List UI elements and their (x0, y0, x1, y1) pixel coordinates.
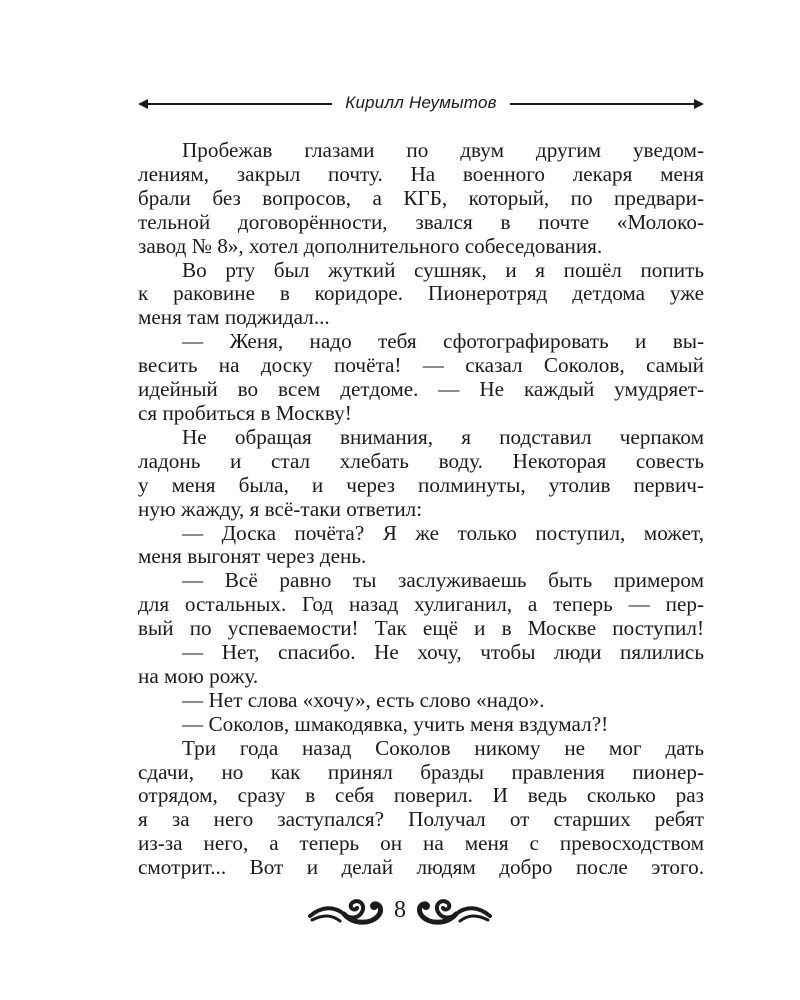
text-line: я за него заступался? Получал от старших ребят (138, 808, 704, 832)
text-line: Три года назад Соколов никому не мог дать (182, 736, 704, 760)
text-line: идейный во всем детдоме. — Не каждый умудряет- (138, 378, 704, 402)
text-line: смотрит... Вот и делай людям добро после этого. (138, 856, 704, 880)
text-line: лениям, закрыл почту. На военного лекаря меня (138, 162, 704, 186)
text-line: — Доска почёта? Я же только поступил, может, (182, 521, 704, 545)
text-line: — Нет, спасибо. Не хочу, чтобы люди пялились (182, 641, 704, 665)
text-line: Во рту был жуткий сушняк, и я пошёл попить (182, 258, 704, 282)
arrow-right-icon (694, 99, 704, 109)
header-rule-right (510, 103, 696, 105)
text-line: ладонь и стал хлебать воду. Некоторая совесть (138, 449, 704, 473)
text-line: — Нет слова «хочу», есть слово «надо». (182, 688, 545, 712)
text-line: завод № 8», хотел дополнительного собеседования. (138, 234, 603, 258)
text-line: Не обращая внимания, я подставил черпаком (182, 425, 704, 449)
text-line: сдачи, но как принял бразды правления пионер- (138, 760, 704, 784)
text-line: на мою рожу. (138, 664, 259, 688)
text-line: меня там поджидал... (138, 306, 330, 330)
text-line: — Соколов, шмакодявка, учить меня вздумал?! (182, 712, 609, 736)
text-line: меня выгонят через день. (138, 545, 367, 569)
text-line: к раковине в коридоре. Пионеротряд детдома уже (138, 282, 704, 306)
running-header (138, 90, 704, 118)
body-text (138, 139, 704, 880)
text-line: — Всё равно ты заслуживаешь быть примером (182, 569, 704, 593)
text-line: — Женя, надо тебя сфотографировать и вы- (182, 330, 704, 354)
scroll-ornament-icon (412, 894, 492, 928)
text-line: для остальных. Год назад хулиганил, а теперь — пер- (138, 593, 704, 617)
text-line: Пробежав глазами по двум другим уведом- (182, 139, 704, 162)
text-line: вый по успеваемости! Так ещё и в Москве поступил! (138, 617, 704, 641)
text-line: ную жажду, я всё-таки ответил: (138, 497, 423, 521)
text-line: ся пробиться в Москву! (138, 401, 352, 425)
text-line: брали без вопросов, а КГБ, который, по предвари- (138, 186, 704, 210)
text-line: весить на доску почёта! — сказал Соколов, самый (138, 354, 704, 378)
author-name: Кирилл Неумытов (345, 93, 497, 112)
page-number: 8 (394, 897, 406, 923)
text-line: у меня была, и через полминуты, утолив первич- (138, 473, 704, 497)
text-line: отрядом, сразу в себя поверил. И ведь сколько раз (138, 784, 704, 808)
text-line: из-за него, а теперь он на меня с превосходством (138, 832, 704, 856)
page-footer (300, 888, 500, 934)
text-line: тельной договорённости, звался в почте «Молоко- (138, 210, 704, 234)
